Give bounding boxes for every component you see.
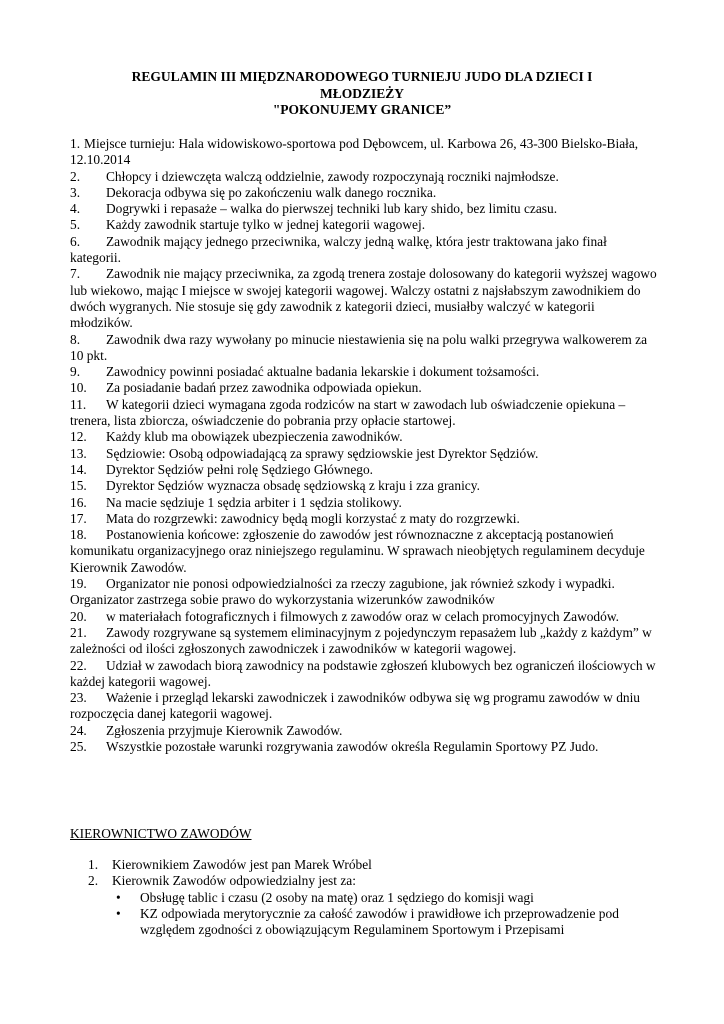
rule-number: 2. xyxy=(70,168,81,184)
rule-item xyxy=(70,739,660,755)
rule-text: Na macie sędziuje 1 sędzia arbiter i 1 sędzia stolikowy. xyxy=(106,494,402,510)
rule-item xyxy=(70,169,660,185)
rule-text: Ważenie i przegląd lekarski zawodniczek i zawodników odbywa się wg programu zawodów w dniu rozpoczęcia danej kategorii wagowej. xyxy=(70,690,640,722)
rule-number: 25. xyxy=(70,738,87,754)
rule-number: 3. xyxy=(70,184,81,200)
rule-number: 19. xyxy=(70,576,87,592)
list-text: Kierownik Zawodów odpowiedzialny jest za: xyxy=(112,873,356,889)
rule-number: 10. xyxy=(70,380,87,396)
rule-text: Dyrektor Sędziów wyznacza obsadę sędziowską z kraju i zza granicy. xyxy=(106,478,480,494)
rule-item xyxy=(70,495,660,511)
document-title xyxy=(70,69,654,119)
rule-number: 20. xyxy=(70,608,87,624)
rule-number: 7. xyxy=(70,266,81,282)
rule-text: Zgłoszenia przyjmuje Kierownik Zawodów. xyxy=(106,722,343,738)
rule-number: 18. xyxy=(70,527,87,543)
rule-text: Dyrektor Sędziów pełni rolę Sędziego Głównego. xyxy=(106,461,374,477)
rule-item xyxy=(70,217,660,233)
rule-text: Każdy klub ma obowiązek ubezpieczenia zawodników. xyxy=(106,429,403,445)
rule-item xyxy=(70,478,660,494)
rule-text: Organizator nie ponosi odpowiedzialności za rzeczy zagubione, jak również szkody i wypadki. Organizator zastrzega sobie prawo do wykorzystania wizerunków zawodników xyxy=(70,576,615,608)
bullet-text: Obsługę tablic i czasu (2 osoby na matę) oraz 1 sędziego do komisji wagi xyxy=(140,889,534,905)
rule-item xyxy=(70,364,660,380)
rule-number: 11. xyxy=(70,396,87,412)
rule-text: Dogrywki i repasaże – walka do pierwszej techniki lub kary shido, bez limitu czasu. xyxy=(106,201,558,217)
title-line-3: "POKONUJEMY GRANICE” xyxy=(272,102,452,117)
rule-text: Zawody rozgrywane są systemem eliminacyjnym z pojedynczym repasażem lub „każdy z każdym” w zależności od ilości zgłoszonych zawodniczek i zawodników w kategorii wagowej. xyxy=(70,624,652,657)
list-number: 1. xyxy=(88,857,99,872)
rule-item xyxy=(70,266,660,331)
rule-number: 15. xyxy=(70,478,87,494)
rule-text: Udział w zawodach biorą zawodnicy na podstawie zgłoszeń klubowych bez ograniczeń ilościowych w każdej kategorii wagowej. xyxy=(70,657,656,689)
rule-item xyxy=(70,609,660,625)
rule-number: 4. xyxy=(70,201,81,217)
bullet-list xyxy=(88,890,668,939)
bullet-icon: • xyxy=(116,905,121,921)
bullet-icon: • xyxy=(116,889,121,905)
rule-item xyxy=(70,462,660,478)
list-item xyxy=(88,873,668,889)
rule-text: Chłopcy i dziewczęta walczą oddzielnie, zawody rozpoczynają roczniki najmłodsze. xyxy=(106,168,559,184)
rule-number: 16. xyxy=(70,494,87,510)
rule-item xyxy=(70,625,660,658)
rule-number: 9. xyxy=(70,364,81,380)
rule-text: Zawodnik dwa razy wywołany po minucie niestawienia się na polu walki przegrywa walkowerem za 10 pkt. xyxy=(70,331,648,363)
rule-item xyxy=(70,234,660,267)
rule-text: Sędziowie: Osobą odpowiadającą za sprawy sędziowskie jest Dyrektor Sędziów. xyxy=(106,445,539,461)
rule-item xyxy=(70,429,660,445)
title-line-2: MŁODZIEŻY xyxy=(319,85,404,101)
rule-text: w materiałach fotograficznych i filmowych z zawodów oraz w celach promocyjnych Zawodów. xyxy=(106,608,619,624)
rule-item xyxy=(70,185,660,201)
rule-item xyxy=(70,380,660,396)
bullet-text: KZ odpowiada merytorycznie za całość zawodów i prawidłowe ich przeprowadzenie pod względem zgodności z obowiązującym Regulaminem Sportowym i Przepisami xyxy=(140,905,619,938)
rule-item xyxy=(70,690,660,723)
rule-text: Zawodnik mający jednego przeciwnika, walczy jedną walkę, która jestr traktowana jako finał kategorii. xyxy=(70,233,607,266)
rule-number: 13. xyxy=(70,445,87,461)
bullet-item xyxy=(112,906,668,939)
rule-number: 23. xyxy=(70,690,87,706)
rule-item xyxy=(70,201,660,217)
list-text: Kierownikiem Zawodów jest pan Marek Wróbel xyxy=(112,857,372,872)
bullet-item xyxy=(112,890,668,906)
section-heading: KIEROWNICTWO ZAWODÓW xyxy=(70,826,252,841)
rule-number: 14. xyxy=(70,461,87,477)
rule-item xyxy=(70,576,660,609)
rule-item xyxy=(70,658,660,691)
rule-text: Zawodnik nie mający przeciwnika, za zgodą trenera zostaje dolosowany do kategorii wyższej wagowo lub wiekowo, mając I miejsce w swojej kategorii wagowej. Walczy ostatni z najsłabszym zawodnikiem do dwóch wygranych. Nie stosuje się gdy zawodnik z kategorii dzieci, musiałby walczyć w kategorii młodzików. xyxy=(70,266,657,331)
rule-item xyxy=(70,332,660,365)
rule-number: 24. xyxy=(70,722,87,738)
rule-item xyxy=(70,527,660,576)
rule-text: W kategorii dzieci wymagana zgoda rodziców na start w zawodach lub oświadczenie opiekuna – trenera, lista zbiorcza, oświadczenie do pobrania przy opłacie startowej. xyxy=(70,396,626,429)
rule-number: 12. xyxy=(70,429,87,445)
list-number: 2. xyxy=(88,873,99,889)
rule-text: Postanowienia końcowe: zgłoszenie do zawodów jest równoznaczne z akceptacją postanowień komunikatu organizacyjnego oraz niniejszego regulaminu. W sprawach nieobjętych regulaminem decyduje Kierownik Zawodów. xyxy=(70,527,645,575)
rule-number: 21. xyxy=(70,624,87,640)
rules-list xyxy=(70,136,660,755)
rule-item xyxy=(70,723,660,739)
rule-item xyxy=(70,136,660,169)
rule-text: Zawodnicy powinni posiadać aktualne badania lekarskie i dokument tożsamości. xyxy=(106,364,540,380)
rule-number: 8. xyxy=(70,331,81,347)
rule-text: Dekoracja odbywa się po zakończeniu walk danego rocznika. xyxy=(106,184,437,200)
rule-number: 1. xyxy=(70,136,81,151)
rule-number: 5. xyxy=(70,217,81,233)
rule-number: 6. xyxy=(70,233,81,249)
rule-item xyxy=(70,511,660,527)
rule-number: 17. xyxy=(70,510,87,526)
rule-text: Mata do rozgrzewki: zawodnicy będą mogli korzystać z maty do rozgrzewki. xyxy=(106,510,520,526)
rule-number: 22. xyxy=(70,657,87,673)
list-item xyxy=(88,857,668,873)
rule-text: Wszystkie pozostałe warunki rozgrywania zawodów określa Regulamin Sportowy PZ Judo. xyxy=(106,738,599,754)
rule-text: Każdy zawodnik startuje tylko w jednej kategorii wagowej. xyxy=(106,217,426,233)
rule-text: Miejsce turnieju: Hala widowiskowo-sportowa pod Dębowcem, ul. Karbowa 26, 43-300 Bielsko-Biała, 12.10.2014 xyxy=(70,136,639,168)
rule-item xyxy=(70,446,660,462)
rule-item xyxy=(70,397,660,430)
rule-text: Za posiadanie badań przez zawodnika odpowiada opiekun. xyxy=(106,380,422,396)
management-list xyxy=(88,857,668,938)
title-line-1: REGULAMIN III MIĘDZNARODOWEGO TURNIEJU JUDO DLA DZIECI I xyxy=(131,69,593,84)
